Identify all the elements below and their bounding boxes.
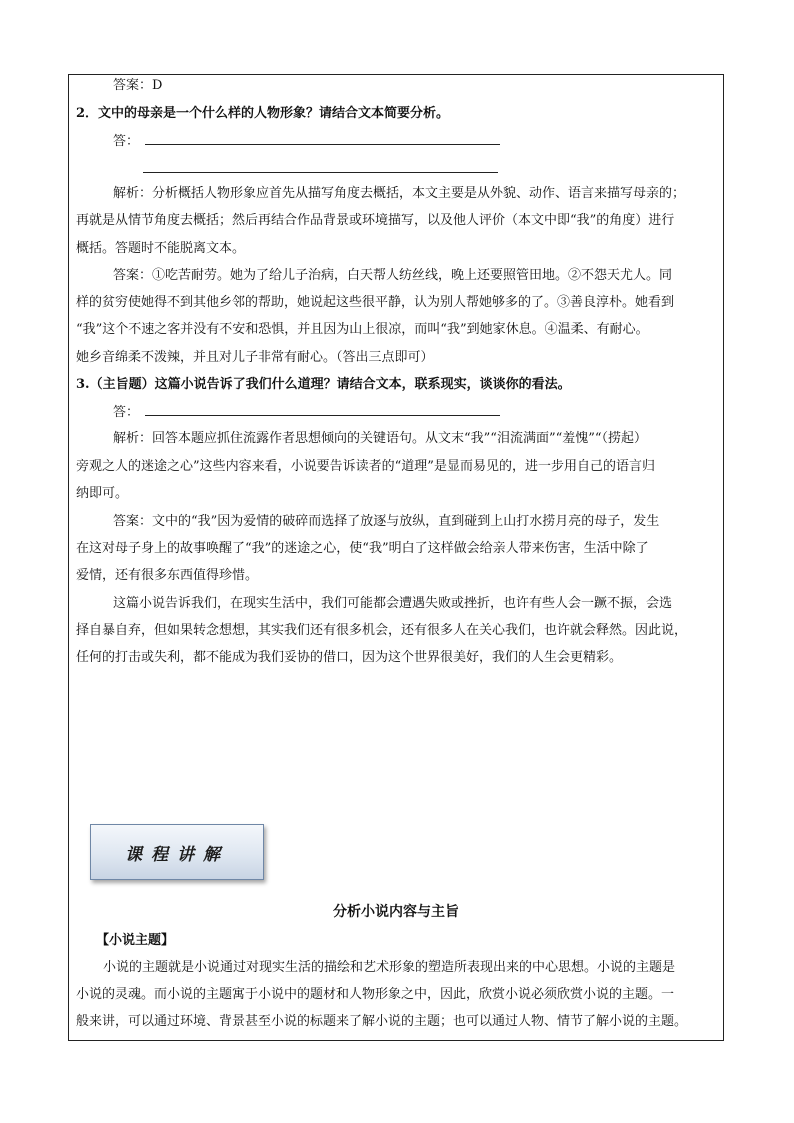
answer-prompt: 答：	[113, 405, 140, 420]
q3-analysis-2: 旁观之人的迷途之心”这些内容来看，小说要告诉读者的“道理”是显而易见的，进一步用自己的语言归	[76, 459, 655, 474]
course-lecture-banner	[90, 824, 264, 880]
section-title: 分析小说内容与主旨	[333, 904, 459, 920]
q3-extra-1: 这篇小说告诉我们，在现实生活中，我们可能都会遭遇失败或挫折，也许有些人会一蹶不振，会选	[113, 596, 673, 611]
answer-prompt: 答：	[113, 134, 140, 149]
q3-extra-2: 择自暴自弃，但如果转念想想，其实我们还有很多机会，还有很多人在关心我们，也许就会释然。因此说，	[76, 623, 688, 638]
q2-answer-2: 样的贫穷使她得不到其他乡邻的帮助，她说起这些很平静，认为别人帮她够多的了。③善良淳朴。她看到	[76, 295, 675, 310]
answer-blank[interactable]	[145, 402, 500, 416]
q2-answer-3: “我”这个不速之客并没有不安和恐惧，并且因为山上很凉，而叫“我”到她家休息。④温柔、有耐心。	[76, 322, 649, 337]
q3-answer-1: 答案：文中的“我”因为爱情的破碎而选择了放逐与放纵，直到碰到上山打水捞月亮的母子，发生	[113, 514, 660, 529]
q3-analysis-3: 纳即可。	[76, 486, 129, 501]
q3-answer-3: 爱情，还有很多东西值得珍惜。	[76, 568, 259, 583]
answer-blank[interactable]	[145, 131, 500, 145]
q2-analysis-3: 概括。答题时不能脱离文本。	[76, 241, 246, 256]
q3-extra-3: 任何的打击或失利，都不能成为我们妥协的借口，因为这个世界很美好，我们的人生会更精彩。	[76, 650, 623, 665]
subsection-body-2: 小说的灵魂。而小说的主题寓于小说中的题材和人物形象之中，因此，欣赏小说必须欣赏小说的主题。一	[76, 987, 675, 1002]
q3-question: 3.（主旨题）这篇小说告诉了我们什么道理？请结合文本，联系现实，谈谈你的看法。	[76, 377, 571, 392]
subsection-body-3: 般来讲，可以通过环境、背景甚至小说的标题来了解小说的主题；也可以通过人物、情节了解小说的主题。	[76, 1014, 688, 1029]
q1-answer: 答案：D	[113, 78, 163, 93]
subsection-heading: 【小说主题】	[96, 933, 175, 948]
q2-answer-1: 答案：①吃苦耐劳。她为了给儿子治病，白天帮人纺丝线，晚上还要照管田地。②不怨天尤人。同	[113, 268, 673, 283]
answer-blank-2[interactable]	[143, 172, 498, 173]
q2-analysis-1: 解析：分析概括人物形象应首先从描写角度去概括，本文主要是从外貌、动作、语言来描写母亲的；	[113, 186, 686, 201]
q2-answer-4: 她乡音绵柔不泼辣，并且对儿子非常有耐心。（答出三点即可）	[76, 350, 434, 365]
subsection-body-1: 小说的主题就是小说通过对现实生活的描绘和艺术形象的塑造所表现出来的中心思想。小说的主题是	[103, 960, 676, 975]
q3-analysis-1: 解析：回答本题应抓住流露作者思想倾向的关键语句。从文末“我”“泪流满面”“羞愧”“（捞起）	[113, 431, 648, 446]
q3-answer-line	[113, 402, 720, 423]
q3-answer-2: 在这对母子身上的故事唤醒了“我”的迷途之心，使“我”明白了这样做会给亲人带来伤害，生活中除了	[76, 541, 649, 556]
q2-analysis-2: 再就是从情节角度去概括；然后再结合作品背景或环境描写，以及他人评价（本文中即“我”的角度）进行	[76, 213, 675, 228]
q2-answer-line	[113, 131, 720, 152]
banner-label: 课程讲解	[125, 844, 229, 865]
q2-question: 2．文中的母亲是一个什么样的人物形象？请结合文本简要分析。	[76, 106, 450, 121]
